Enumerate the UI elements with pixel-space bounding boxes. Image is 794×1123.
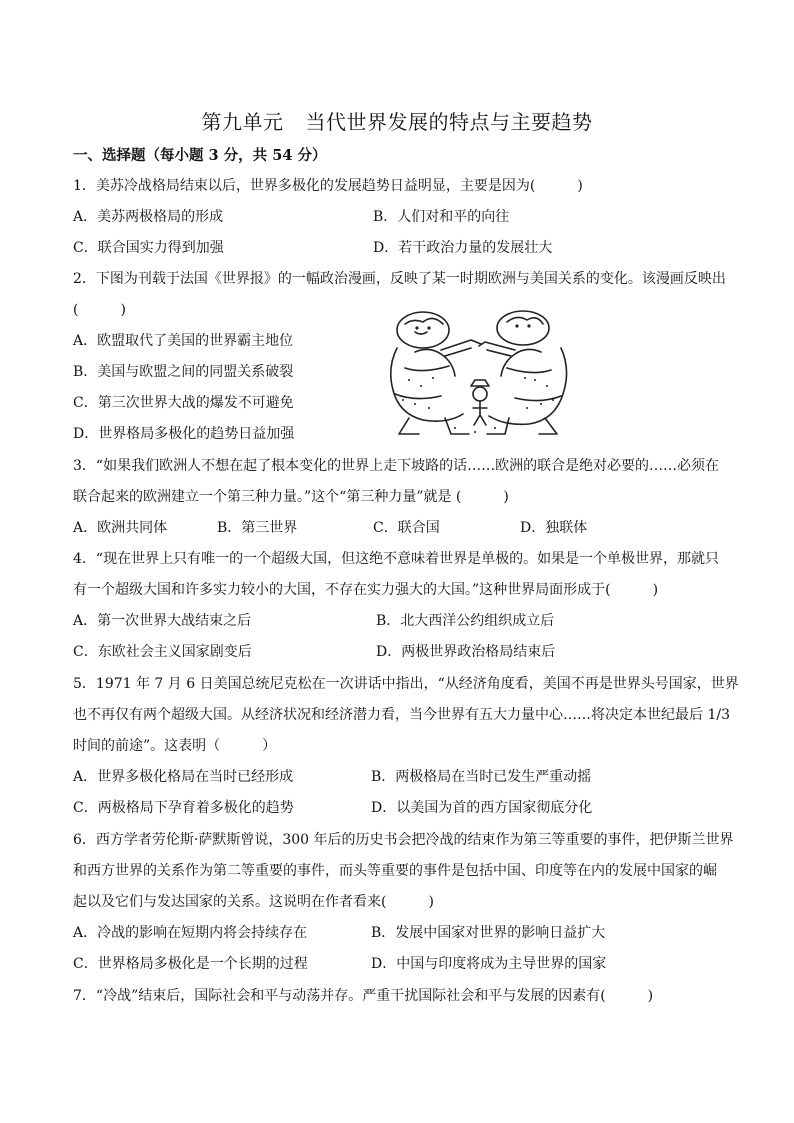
- question-4-stem: 4．“现在世界上只有唯一的一个超级大国，但这绝不意味着世界是单极的。如果是一个单极世界，那就只: [73, 551, 720, 567]
- question-1-option-c: C．联合国实力得到加强: [73, 240, 224, 256]
- question-5-option-a: A．世界多极化格局在当时已经形成: [73, 769, 294, 785]
- question-6-stem: 起以及它们与发达国家的关系。这说明在作者看来( ): [73, 894, 434, 910]
- question-5-stem: 5．1971 年 7 月 6 日美国总统尼克松在一次讲话中指出，“从经济角度看，美国不再是世界头号国家，世界: [73, 676, 739, 692]
- question-6-stem: 6．西方学者劳伦斯·萨默斯曾说，300 年后的历史书会把冷战的结束作为第三等重要的事件，把伊斯兰世界: [73, 832, 734, 848]
- question-2-option-a: A．欧盟取代了美国的世界霸主地位: [73, 333, 294, 349]
- question-3-stem: 联合起来的欧洲建立一个第三种力量。”这个“第三种力量”就是 ( ): [73, 489, 509, 505]
- question-6-option-a: A．冷战的影响在短期内将会持续存在: [73, 925, 308, 941]
- question-5-stem: 也不再仅有两个超级大国。从经济状况和经济潜力看，当今世界有五大力量中心……将决定本世纪最后 1/3: [73, 707, 730, 723]
- question-2-option-d: D．世界格局多极化的趋势日益加强: [73, 426, 295, 442]
- title-unit: 第九单元: [201, 110, 284, 134]
- question-2-stem: ( ): [73, 302, 126, 318]
- question-3-option-b: B．第三世界: [217, 520, 298, 536]
- page-title: [0, 106, 794, 135]
- question-1-option-d: D．若干政治力量的发展壮大: [373, 240, 553, 256]
- question-5-option-b: B．两极格局在当时已发生严重动摇: [371, 769, 592, 785]
- question-4-option-c: C．东欧社会主义国家剧变后: [73, 644, 252, 660]
- section-heading: 一、选择题（每小题 3 分，共 54 分）: [73, 147, 327, 164]
- question-4-option-a: A．第一次世界大战结束之后: [73, 613, 252, 629]
- question-3-option-a: A．欧洲共同体: [73, 520, 168, 536]
- question-1-option-b: B．人们对和平的向往: [373, 209, 510, 225]
- question-5-stem: 时间的前途”。这表明（ ）: [73, 738, 277, 754]
- question-2-stem: 2．下图为刊载于法国《世界报》的一幅政治漫画，反映了某一时期欧洲与美国关系的变化。该漫画反映出: [73, 271, 726, 287]
- question-3-option-c: C．联合国: [373, 520, 440, 536]
- question-6-option-c: C．世界格局多极化是一个长期的过程: [73, 956, 308, 972]
- question-2-option-b: B．美国与欧盟之间的同盟关系破裂: [73, 364, 294, 380]
- political-cartoon-image: [385, 308, 571, 436]
- title-topic: 当代世界发展的特点与主要趋势: [305, 110, 593, 134]
- question-3-stem: 3．“如果我们欧洲人不想在起了根本变化的世界上走下坡路的话……欧洲的联合是绝对必要的……必须在: [73, 458, 720, 474]
- question-6-option-b: B．发展中国家对世界的影响日益扩大: [371, 925, 606, 941]
- question-2-option-c: C．第三次世界大战的爆发不可避免: [73, 395, 294, 411]
- question-5-option-d: D．以美国为首的西方国家彻底分化: [371, 800, 593, 816]
- question-7-stem: 7．“冷战”结束后，国际社会和平与动荡并存。严重干扰国际社会和平与发展的因素有( ): [73, 988, 654, 1004]
- question-4-stem: 有一个超级大国和许多实力较小的大国，不存在实力强大的大国。”这种世界局面形成于( ): [73, 582, 659, 598]
- question-4-option-b: B．北大西洋公约组织成立后: [376, 613, 555, 629]
- question-6-option-d: D．中国与印度将成为主导世界的国家: [371, 956, 607, 972]
- question-6-stem: 和西方世界的关系作为第二等重要的事件，而头等重要的事件是包括中国、印度等在内的发展中国家的崛: [73, 863, 717, 879]
- question-3-option-d: D．独联体: [520, 520, 588, 536]
- question-1-option-a: A．美苏两极格局的形成: [73, 209, 224, 225]
- question-5-option-c: C．两极格局下孕育着多极化的趋势: [73, 800, 294, 816]
- question-1-stem: 1．美苏冷战格局结束以后，世界多极化的发展趋势日益明显，主要是因为( ): [73, 178, 583, 194]
- question-4-option-d: D．两极世界政治格局结束后: [376, 644, 556, 660]
